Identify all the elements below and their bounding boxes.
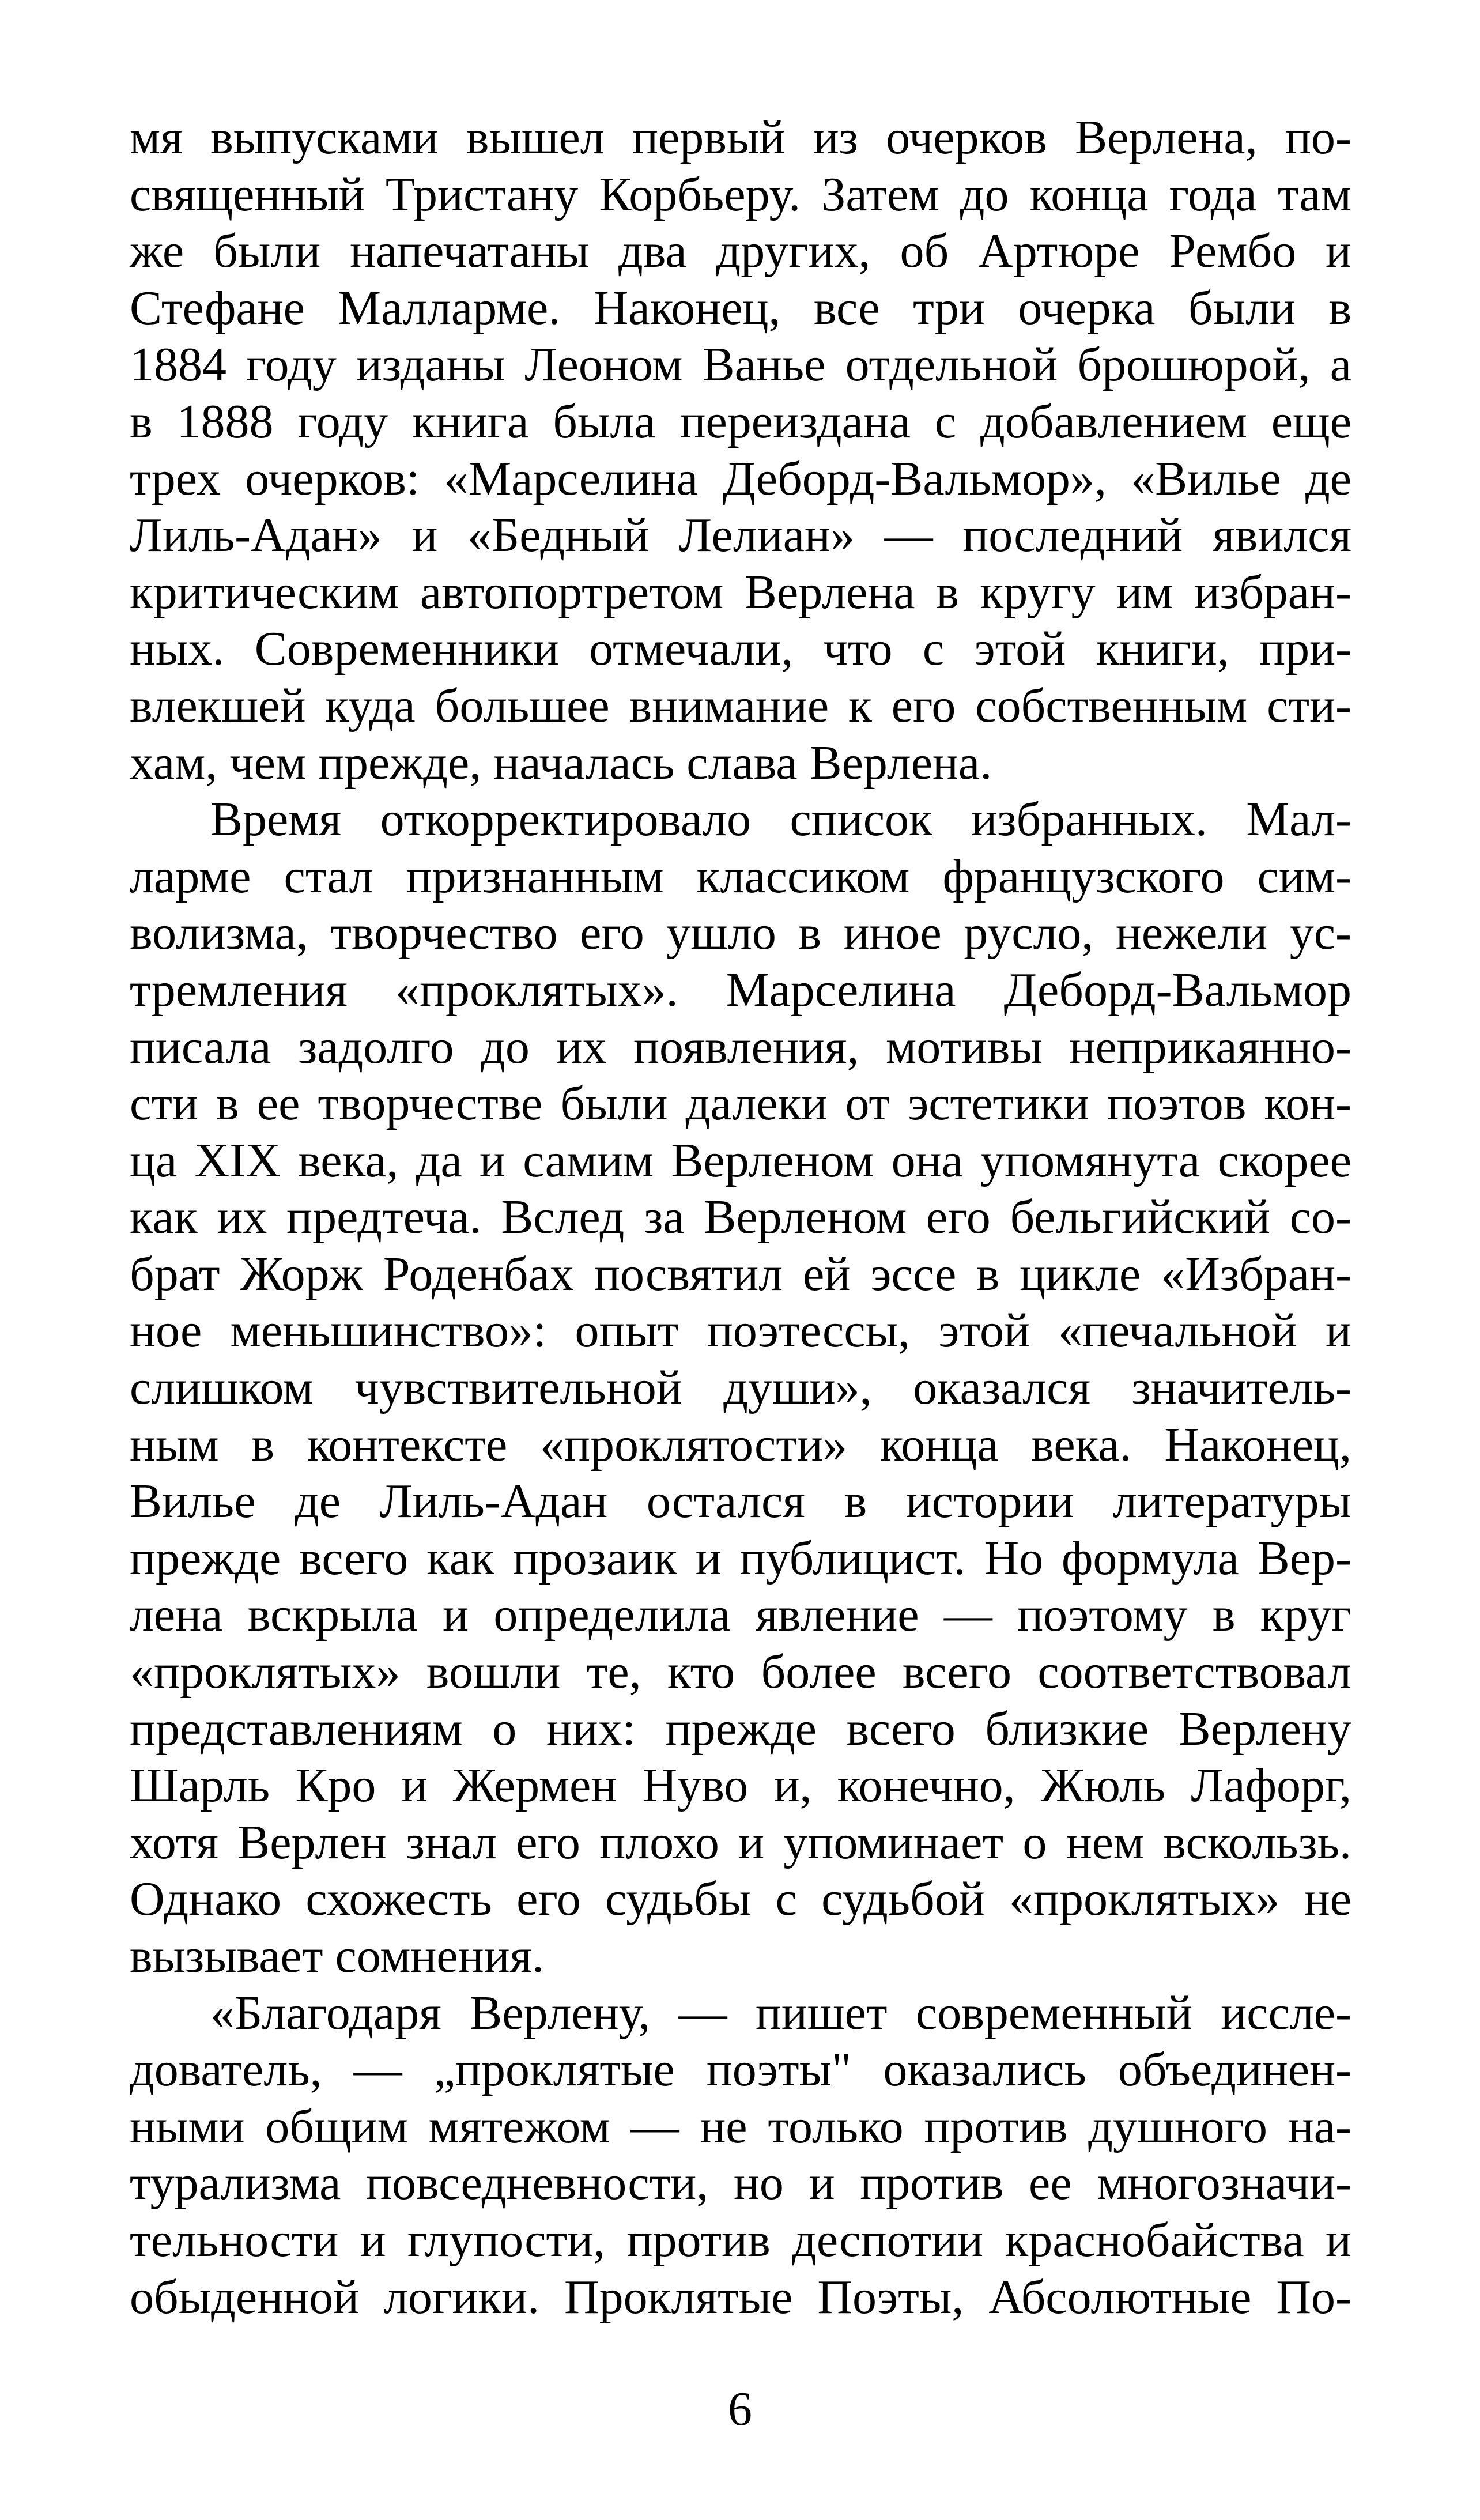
text-line: ными общим мятежом — не только против душного на- [130, 2099, 1351, 2153]
text-line: тельности и глупости, против деспотии краснобайства и [130, 2213, 1351, 2267]
text-line: волизма, творчество его ушло в иное русло, нежели ус- [130, 906, 1351, 960]
page-number: 6 [728, 2382, 752, 2436]
text-line: прежде всего как прозаик и публицист. Но формула Вер- [130, 1531, 1351, 1585]
text-line: турализма повседневности, но и против ее многозначи- [130, 2156, 1351, 2210]
text-line: писала задолго до их появления, мотивы неприкаянно- [130, 1020, 1351, 1074]
text-line: ных. Современники отмечали, что с этой книги, при- [130, 622, 1351, 676]
text-line: ца XIX века, да и самим Верленом она упомянута скорее [130, 1133, 1351, 1187]
text-line: тремления «проклятых». Марселина Деборд-Вальмор [130, 963, 1351, 1017]
text-line: влекшей куда большее внимание к его собственным сти- [130, 678, 1351, 733]
text-line: ное меньшинство»: опыт поэтессы, этой «печальной и [130, 1304, 1351, 1358]
body-text [130, 110, 1351, 2326]
text-line: «проклятых» вошли те, кто более всего соответствовал [130, 1645, 1351, 1699]
text-line: священный Тристану Корбьеру. Затем до конца года там [130, 167, 1351, 221]
text-line: Шарль Кро и Жермен Нуво и, конечно, Жюль Лафорг, [130, 1759, 1351, 1813]
text-line: мя выпусками вышел первый из очерков Верлена, по- [130, 111, 1351, 164]
text-line: лена вскрыла и определила явление — поэтому в круг [130, 1588, 1351, 1642]
text-line: хотя Верлен знал его плохо и упоминает о нем вскользь. [130, 1815, 1351, 1869]
text-line: критическим автопортретом Верлена в кругу им избран- [130, 565, 1351, 619]
text-line: как их предтеча. Вслед за Верленом его бельгийский со- [130, 1190, 1351, 1244]
paragraph-end-line: хам, чем прежде, началась слава Верлена. [130, 735, 992, 790]
text-line: сти в ее творчестве были далеки от эстетики поэтов кон- [130, 1077, 1351, 1131]
text-line: представлениям о них: прежде всего близкие Верлену [130, 1702, 1351, 1756]
text-line: ным в контексте «проклятости» конца века. Наконец, [130, 1417, 1351, 1472]
text-line: брат Жорж Роденбах посвятил ей эссе в цикле «Избран- [130, 1247, 1351, 1301]
text-line: же были напечатаны два других, об Артюре Рембо и [130, 224, 1351, 278]
text-line: трех очерков: «Марселина Деборд-Вальмор», «Вилье де [130, 451, 1351, 505]
paragraph-start-line: Время откорректировало список избранных. Мал- [210, 793, 1351, 847]
text-line: Стефане Малларме. Наконец, все три очерка были в [130, 281, 1351, 335]
text-line: в 1888 году книга была переиздана с добавлением еще [130, 394, 1351, 448]
text-line: дователь, — „проклятые поэты" оказались объединен- [130, 2043, 1351, 2097]
text-line: ларме стал признанным классиком французского сим- [130, 849, 1351, 903]
paragraph-end-line: вызывает сомнения. [130, 1929, 545, 1983]
text-line: слишком чувствительной души», оказался значитель- [130, 1361, 1351, 1415]
text-line: Вилье де Лиль-Адан остался в истории литературы [130, 1474, 1351, 1529]
text-line: Лиль-Адан» и «Бедный Лелиан» — последний явился [130, 508, 1351, 563]
text-line: Однако схожесть его судьбы с судьбой «проклятых» не [130, 1872, 1351, 1926]
text-line: обыденной логики. Проклятые Поэты, Абсолютные По- [130, 2270, 1351, 2324]
paragraph-start-line: «Благодаря Верлену, — пишет современный иссле- [210, 1986, 1351, 2040]
text-line: 1884 году изданы Леоном Ванье отдельной брошюрой, а [130, 338, 1351, 392]
